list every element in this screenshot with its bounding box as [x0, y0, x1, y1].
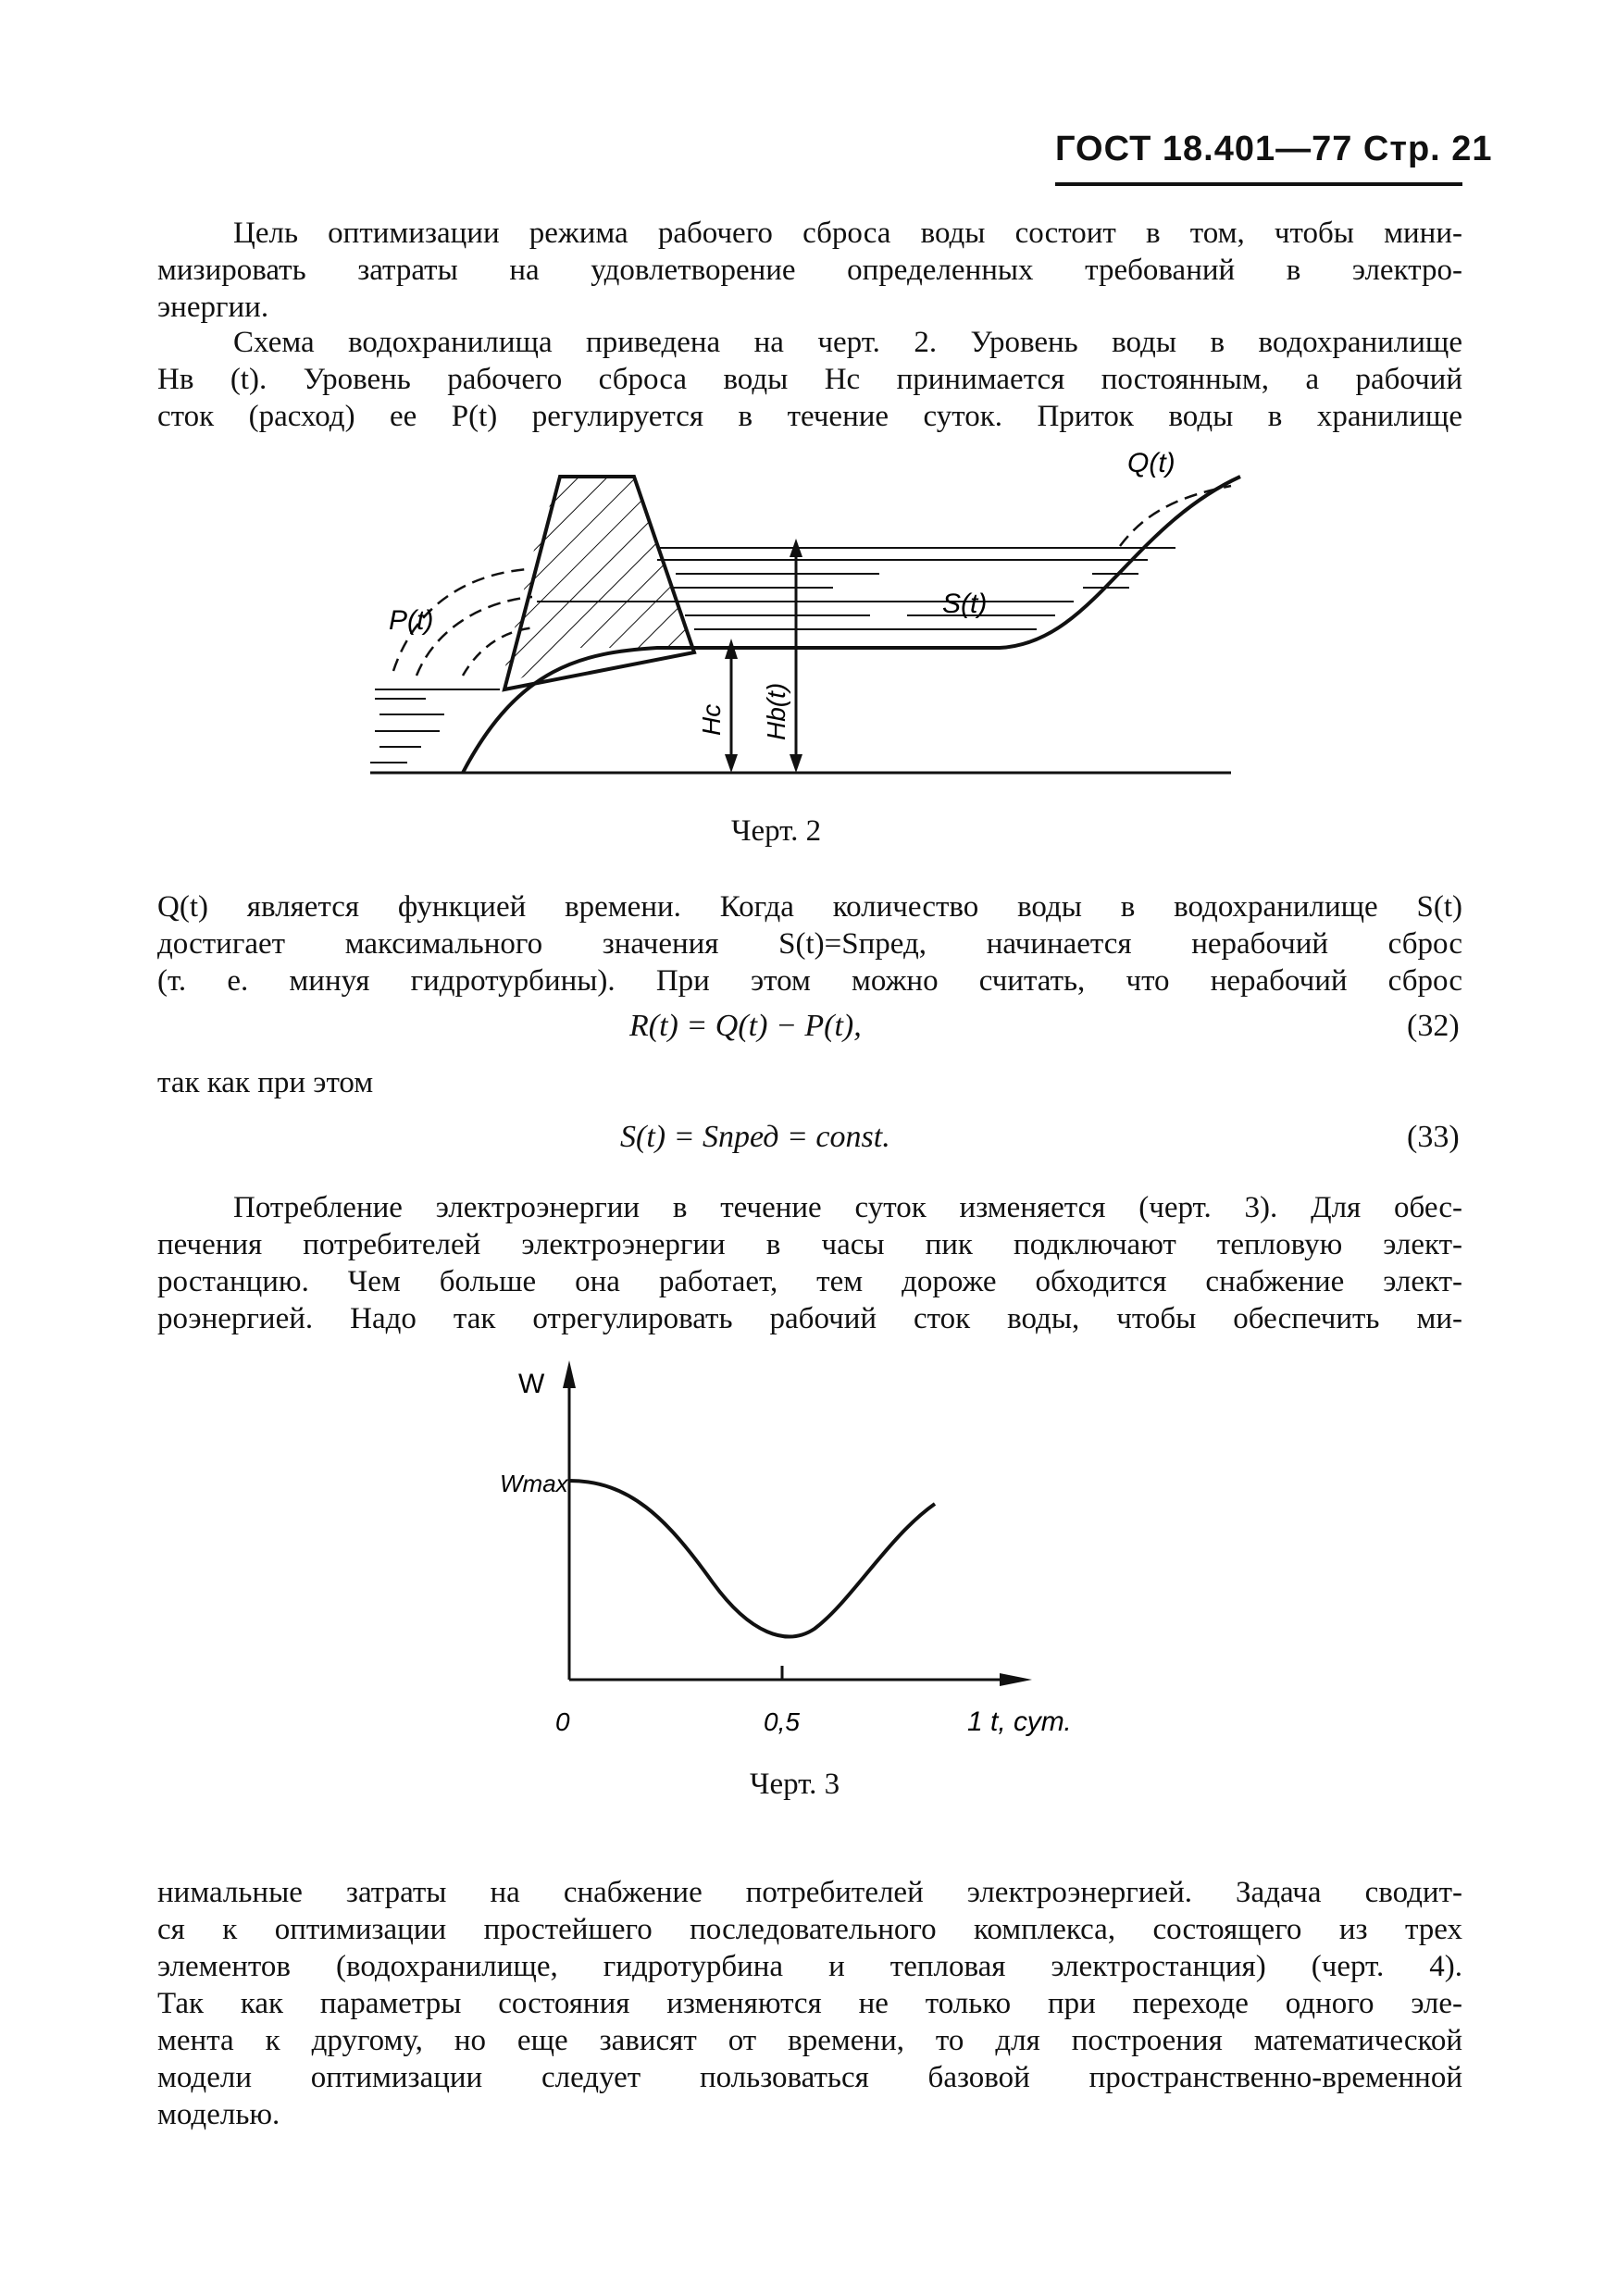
mid-label: 0,5	[764, 1707, 800, 1736]
text-line: энергии.	[157, 291, 269, 324]
text-line: достигает максимального значения S(t)=Sпред, начинается нерабочий сброс	[157, 927, 1462, 961]
header-rule	[1055, 182, 1462, 186]
text-line: мента к другому, но еще зависят от времени, то для построения математической	[157, 2024, 1462, 2057]
text-line: (т. е. минуя гидротурбины). При этом можно считать, что нерабочий сброс	[157, 964, 1462, 998]
text-line: роэнергией. Надо так отрегулировать рабочий сток воды, чтобы обеспечить ми-	[157, 1302, 1462, 1335]
equation-32-number: (32)	[1407, 1009, 1460, 1043]
wmax-label: Wmax	[500, 1470, 568, 1497]
paragraph-3	[157, 888, 1462, 999]
x-axis-arrow	[1000, 1673, 1032, 1686]
text-line: элементов (водохранилище, гидротурбина и тепловая электростанция) (черт. 4).	[157, 1950, 1462, 1983]
label-s: S(t)	[942, 589, 988, 619]
text-line: Потребление электроэнергии в течение суток изменяется (черт. 3). Для обес-	[233, 1191, 1462, 1224]
figure-3-caption: Черт. 3	[750, 1768, 840, 1801]
outflow-water	[370, 689, 500, 763]
label-hc: Hс	[697, 703, 726, 736]
text-line: мизировать затраты на удовлетворение определенных требований в электро-	[157, 254, 1462, 287]
equation-33: S(t) = Sпред = const.	[620, 1120, 890, 1154]
equation-33-number: (33)	[1407, 1120, 1460, 1154]
label-p: P(t)	[389, 605, 434, 636]
consumption-chart	[481, 1351, 1129, 1740]
text-line: сток (расход) ее P(t) регулируется в течение суток. Приток воды в хранилище	[157, 400, 1462, 433]
reservoir-diagram	[352, 444, 1259, 814]
hc-arrow-head	[725, 754, 738, 773]
paragraph-4	[157, 1189, 1462, 1337]
text-line: моделью.	[157, 2098, 280, 2131]
connector-text	[157, 1064, 713, 1101]
label-hb: Hb(t)	[762, 682, 790, 740]
text-line: нимальные затраты на снабжение потребителей электроэнергией. Задача сводит-	[157, 1876, 1462, 1909]
text-line: ростанцию. Чем больше она работает, тем дороже обходится снабжение элект-	[157, 1265, 1462, 1298]
x-axis-label: 1 t, сут.	[967, 1706, 1072, 1737]
hb-arrow-head	[790, 754, 802, 773]
y-axis-arrow	[563, 1360, 576, 1388]
text-line: Hв (t). Уровень рабочего сброса воды Hс принимается постоянным, а рабочий	[157, 363, 1462, 396]
consumption-curve	[569, 1481, 935, 1636]
text-line: Цель оптимизации режима рабочего сброса воды состоит в том, чтобы мини-	[233, 217, 1462, 250]
page-header: ГОСТ 18.401—77 Стр. 21	[1055, 130, 1493, 168]
paragraph-5	[157, 1874, 1462, 2133]
text-line: Q(t) является функцией времени. Когда количество воды в водохранилище S(t)	[157, 890, 1462, 924]
paragraph-1	[157, 215, 1462, 326]
figure-2-caption: Черт. 2	[731, 814, 822, 848]
text-line: модели оптимизации следует пользоваться базовой пространственно-временной	[157, 2061, 1462, 2094]
inflow-curve	[1120, 486, 1231, 546]
y-axis-label: W	[518, 1369, 545, 1399]
text-line: так как при этом	[157, 1066, 374, 1099]
text-line: Схема водохранилища приведена на черт. 2. Уровень воды в водохранилище	[233, 326, 1462, 359]
text-line: Так как параметры состояния изменяются не только при переходе одного эле-	[157, 1987, 1462, 2020]
text-line: печения потребителей электроэнергии в часы пик подключают тепловую элект-	[157, 1228, 1462, 1261]
origin-label: 0	[555, 1707, 570, 1736]
paragraph-2	[157, 324, 1462, 435]
label-q: Q(t)	[1127, 448, 1175, 478]
text-line: ся к оптимизации простейшего последовательного комплекса, состоящего из трех	[157, 1913, 1462, 1946]
equation-32: R(t) = Q(t) − P(t),	[629, 1009, 862, 1043]
